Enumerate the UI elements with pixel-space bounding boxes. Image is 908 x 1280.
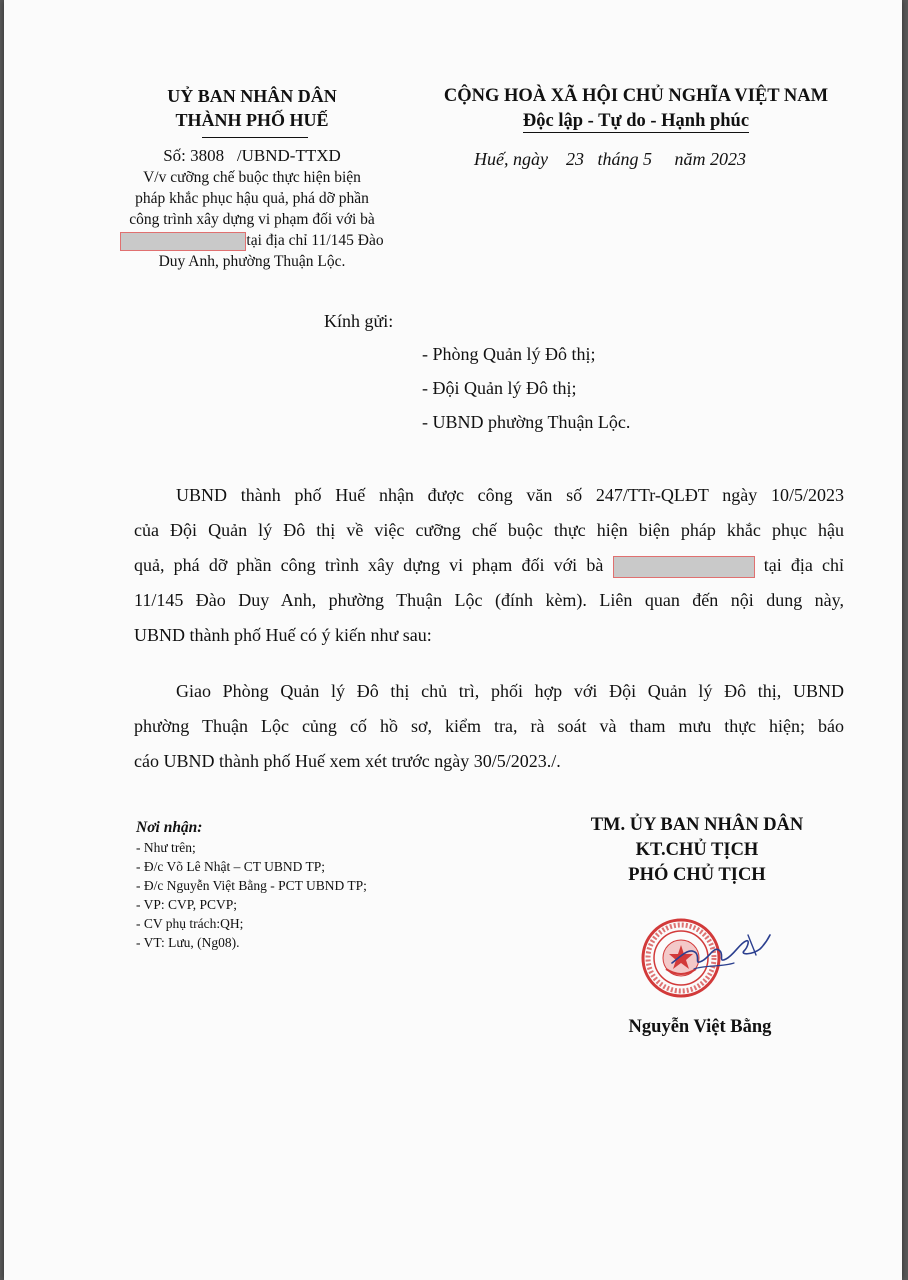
distribution-item: - CV phụ trách:QH; xyxy=(136,916,244,931)
document-number: Số: 3808 /UBND-TTXD xyxy=(163,146,341,165)
handwritten-signature-icon xyxy=(664,925,774,985)
para1-line-text-b: tại địa chỉ xyxy=(763,555,845,575)
agency-name-line2: THÀNH PHỐ HUẾ xyxy=(175,110,329,130)
body-paragraph-1 xyxy=(134,478,844,653)
subject-line-4 xyxy=(117,230,387,251)
subject-line-4-text: tại địa chỉ 11/145 Đào xyxy=(246,232,384,249)
para1-line: UBND thành phố Huế có ý kiến như sau: xyxy=(134,625,432,645)
distribution-item: - VT: Lưu, (Ng08). xyxy=(136,935,240,950)
nation-title: CỘNG HOÀ XÃ HỘI CHỦ NGHĨA VIỆT NAM xyxy=(443,86,829,106)
recipient-item: - Đội Quản lý Đô thị; xyxy=(422,378,577,398)
signature-title-3: PHÓ CHỦ TỊCH xyxy=(628,865,766,885)
place-date: Huế, ngày 23 tháng 5 năm 2023 xyxy=(474,149,746,169)
distribution-item: - Đ/c Nguyễn Việt Bằng - PCT UBND TP; xyxy=(136,878,367,893)
recipient-item: - UBND phường Thuận Lộc. xyxy=(422,412,631,432)
subject-line-1: V/v cưỡng chế buộc thực hiện biện xyxy=(143,169,361,186)
redaction-box xyxy=(613,556,755,578)
para1-line: của Đội Quản lý Đô thị về việc cưỡng chế buộc thực hiện biện pháp khắc phục hậu xyxy=(134,520,844,540)
distribution-item: - Như trên; xyxy=(136,840,196,855)
subject-line-5: Duy Anh, phường Thuận Lộc. xyxy=(158,253,346,270)
para1-line: 11/145 Đào Duy Anh, phường Thuận Lộc (đính kèm). Liên quan đến nội dung này, xyxy=(134,590,844,610)
recipient-item: - Phòng Quản lý Đô thị; xyxy=(422,344,596,364)
agency-underline xyxy=(202,137,308,138)
nation-motto-text: Độc lập - Tự do - Hạnh phúc xyxy=(522,111,750,131)
para2-line: Giao Phòng Quản lý Đô thị chủ trì, phối hợp với Đội Quản lý Đô thị, UBND xyxy=(176,681,844,701)
nation-motto xyxy=(417,111,855,132)
para2-line: phường Thuận Lộc củng cố hồ sơ, kiểm tra, rà soát và tham mưu thực hiện; báo xyxy=(134,716,844,736)
subject-line-2: pháp khắc phục hậu quả, phá dỡ phần xyxy=(135,190,369,207)
recipients-label: Kính gửi: xyxy=(324,311,394,331)
para1-line-text-a: quả, phá dỡ phần công trình xây dựng vi phạm đối với bà xyxy=(134,555,604,575)
para2-line: cáo UBND thành phố Huế xem xét trước ngày 30/5/2023./. xyxy=(134,751,561,771)
document-page xyxy=(4,0,902,1280)
para1-line: UBND thành phố Huế nhận được công văn số 247/TTr-QLĐT ngày 10/5/2023 xyxy=(176,485,844,505)
redaction-box xyxy=(120,232,246,251)
para1-line-with-redaction xyxy=(134,548,844,583)
agency-name-line1: UỶ BAN NHÂN DÂN xyxy=(167,86,337,106)
signer-name: Nguyễn Việt Bằng xyxy=(628,1017,772,1037)
signature-title-1: TM. ỦY BAN NHÂN DÂN xyxy=(590,815,804,835)
body-paragraph-2 xyxy=(134,674,844,779)
distribution-item: - VP: CVP, PCVP; xyxy=(136,897,238,912)
distribution-item: - Đ/c Võ Lê Nhật – CT UBND TP; xyxy=(136,859,325,874)
subject-line-3: công trình xây dựng vi phạm đối với bà xyxy=(129,211,375,228)
distribution-label: Nơi nhận: xyxy=(136,819,203,836)
signature-title-2: KT.CHỦ TỊCH xyxy=(635,840,759,860)
